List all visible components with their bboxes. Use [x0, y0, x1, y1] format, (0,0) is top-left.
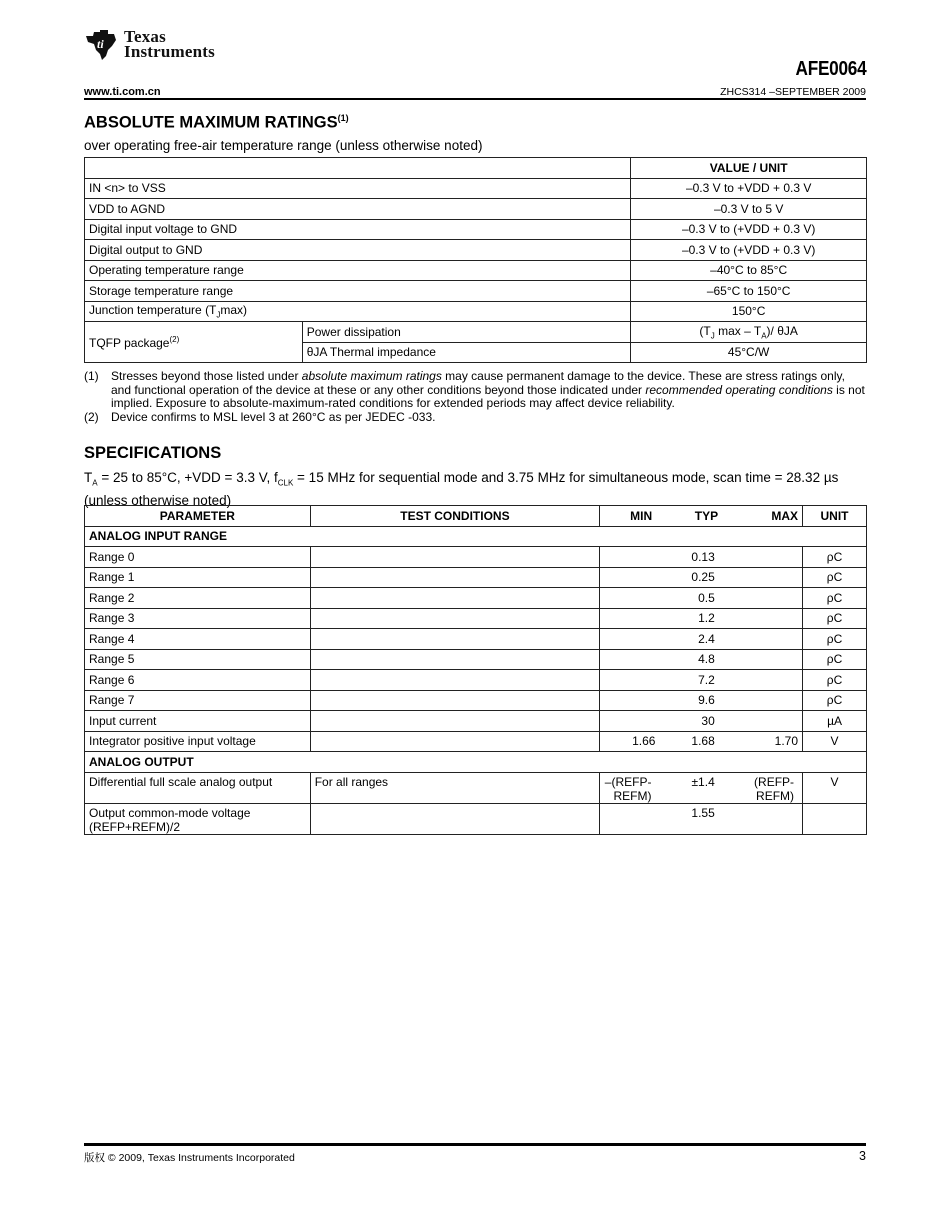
table-header-row: PARAMETER TEST CONDITIONS MIN TYP MAX UNIT: [85, 506, 867, 527]
brand-line-1: Texas: [124, 27, 166, 46]
group-row: ANALOG OUTPUT: [85, 752, 867, 773]
copyright: 版权 © 2009, Texas Instruments Incorporated: [84, 1152, 295, 1164]
col-header-value: VALUE / UNIT: [631, 158, 867, 179]
table-row: θJA Thermal impedance 45°C/W: [85, 342, 867, 363]
footnote-2: (2) Device confirms to MSL level 3 at 260°C as per JEDEC -033.: [84, 409, 436, 424]
table-row: Range 0 0.13 ρC: [85, 547, 867, 568]
table-row: Range 7 9.6 ρC: [85, 690, 867, 711]
table-row: Range 3 1.2 ρC: [85, 608, 867, 629]
ti-logo-icon: [84, 28, 118, 62]
footnotes: [84, 370, 866, 424]
power-dissipation-value: ($T_J$ max – $T_A)/$ θJA: [631, 322, 867, 343]
document-title: AFE0064: [795, 58, 866, 80]
document-number: ZHCS314 –SEPTEMBER 2009: [720, 86, 866, 98]
table-row: Range 1 0.25 ρC: [85, 567, 867, 588]
table-row: TQFP package$^{(2)}$ Power dissipation ($T_J$ max – $T_A)/$ θJA: [85, 322, 867, 343]
footer-rule: [84, 1143, 866, 1146]
specs-conditions: $T_A = 25$ to 85°C, +VDD = 3.3 V, $f_{CLK} = 15$ MHz for sequential mode and 3.75 MHz for simultaneous mode, scan time = 28.32 µs (unless otherwise noted): [84, 470, 839, 508]
table-row: Storage temperature range –65°C to 150°C: [85, 281, 867, 302]
table-row: Operating temperature range –40°C to 85°C: [85, 260, 867, 281]
table-row: Digital output to GND –0.3 V to (+VDD + 0.3 V): [85, 240, 867, 261]
brand-line-2: Instruments: [124, 42, 215, 61]
table-row: Range 6 7.2 ρC: [85, 670, 867, 691]
footnote-1: (1) Stresses beyond those listed under absolute maximum ratings may cause permanent damage to the device. These are stress ratings only, and functional operation of the device at these or any other conditions beyond those indicated under recommended operating conditions is not implied. Exposure to absolute-maximum-rated conditions for extended periods may affect device reliability.: [84, 369, 865, 410]
table-row: Range 5 4.8 ρC: [85, 649, 867, 670]
table-row: Junction temperature $(T_J\max)$ 150°C: [85, 301, 867, 322]
svg-text:ti: ti: [97, 37, 104, 51]
abs-max-title: ABSOLUTE MAXIMUM RATINGS$^{(1)}$: [84, 113, 349, 132]
abs-max-subtitle: over operating free-air temperature range (unless otherwise noted): [84, 138, 483, 153]
table-row: Output common-mode voltage (REFP+REFM)/2 1.55: [85, 803, 867, 834]
header-rule: [84, 98, 866, 100]
footnote-ref[interactable]: (2): [169, 334, 180, 344]
table-row: VDD to AGND –0.3 V to 5 V: [85, 199, 867, 220]
table-row: IN <n> to VSS –0.3 V to +VDD + 0.3 V: [85, 178, 867, 199]
table-row: Range 2 0.5 ρC: [85, 588, 867, 609]
abs-max-table: [84, 157, 867, 363]
table-row: Digital input voltage to GND –0.3 V to (+VDD + 0.3 V): [85, 219, 867, 240]
table-header-row: [85, 158, 867, 179]
tqfp-label: TQFP package$^{(2)}$: [85, 322, 303, 363]
table-row: Integrator positive input voltage 1.66 1.68 1.70 V: [85, 731, 867, 752]
specs-table: [84, 505, 867, 835]
website-link[interactable]: www.ti.com.cn: [84, 86, 161, 98]
page-number: 3: [859, 1149, 866, 1163]
group-row: ANALOG INPUT RANGE: [85, 526, 867, 547]
table-row: Differential full scale analog output For all ranges –(REFP- REFM) ±1.4 (REFP- REFM) V: [85, 772, 867, 803]
table-row: Range 4 2.4 ρC: [85, 629, 867, 650]
ti-logo: [84, 26, 234, 64]
analog-input-range-rows: [85, 547, 867, 752]
junction-temp-label: Junction temperature $(T_J\max)$: [85, 301, 631, 322]
footnote-ref[interactable]: (1): [337, 113, 349, 123]
specs-title: SPECIFICATIONS: [84, 444, 222, 462]
table-row: Input current 30 µA: [85, 711, 867, 732]
